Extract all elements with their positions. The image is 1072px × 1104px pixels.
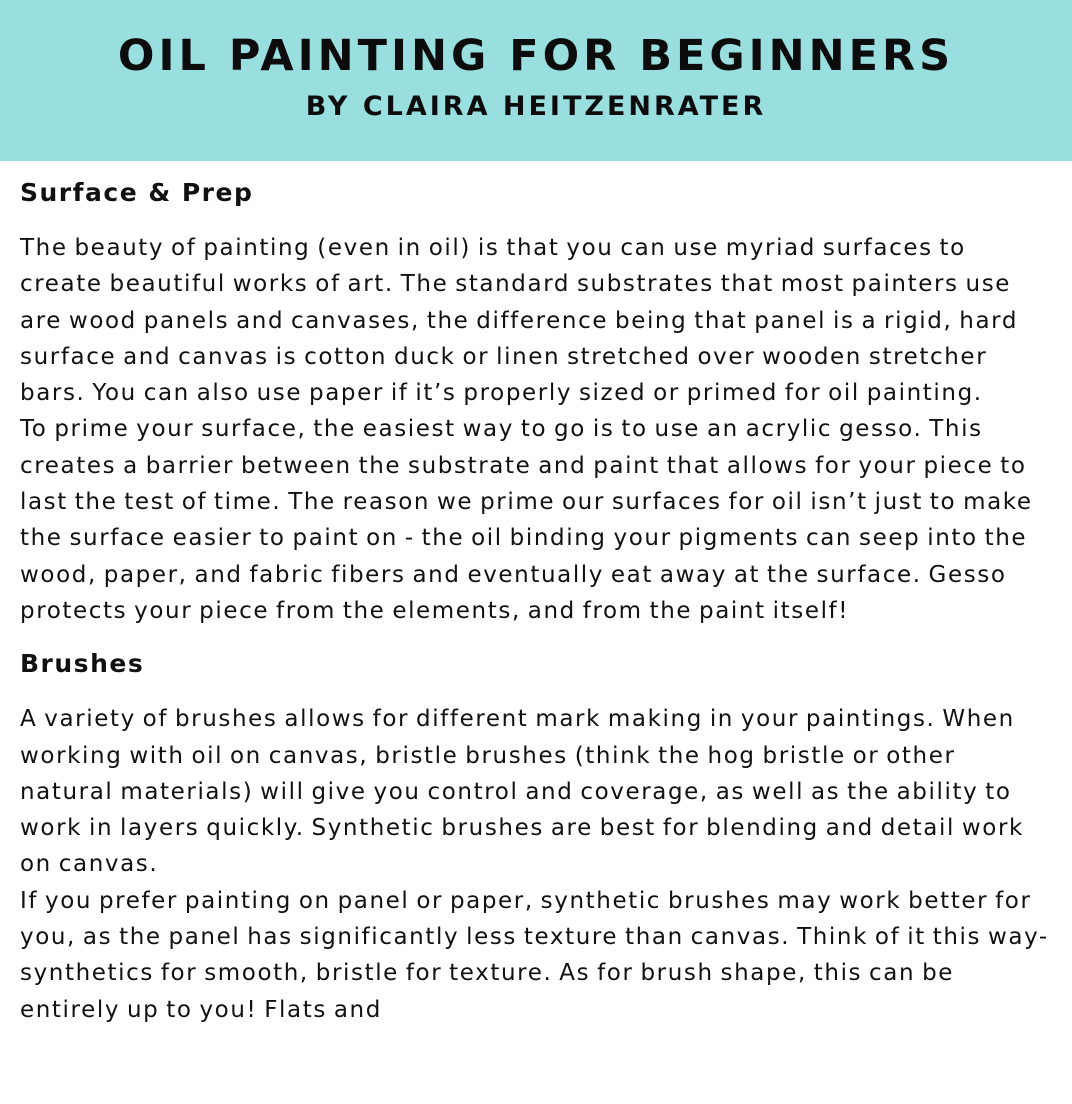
author-byline: BY CLAIRA HEITZENRATER: [305, 91, 767, 122]
document-title: OIL PAINTING FOR BEGINNERS: [117, 31, 955, 81]
section-surface-prep: [20, 175, 1052, 629]
paragraph: A variety of brushes allows for different mark making in your paintings. When working with oil on canvas, bristle brushes (think the hog bristle or other natural materials) will give you control and coverage, as well as the ability to work in layers quickly. Synthetic brushes are best for blending and detail work on canvas.: [20, 706, 1024, 878]
paragraph: To prime your surface, the easiest way to go is to use an acrylic gesso. This creates a barrier between the substrate and paint that allows for your piece to last the test of time. The reason we prime our surfaces for oil isn’t just to make the surface easier to paint on - the oil binding your pigments can seep into the wood, paper, and fabric fibers and eventually eat away at the surface. Gesso protects your piece from the elements, and from the paint itself!: [20, 416, 1033, 624]
paragraph: If you prefer painting on panel or paper, synthetic brushes may work better for you, as the panel has significantly less texture than canvas. Think of it this way- synthetics for smooth, bristle for texture. As for brush shape, this can be entirely up to you! Flats and: [20, 887, 1049, 1023]
section-brushes: [20, 646, 1052, 1028]
title-banner: [0, 0, 1072, 161]
paragraph: The beauty of painting (even in oil) is that you can use myriad surfaces to create beautiful works of art. The standard substrates that most painters use are wood panels and canvases, the difference being that panel is a rigid, hard surface and canvas is cotton duck or linen stretched over wooden stretcher bars. You can also use paper if it’s properly sized or primed for oil painting.: [20, 235, 1019, 407]
section-heading: Surface & Prep: [20, 178, 254, 207]
section-heading: Brushes: [20, 649, 145, 679]
article-body: [0, 161, 1072, 1028]
